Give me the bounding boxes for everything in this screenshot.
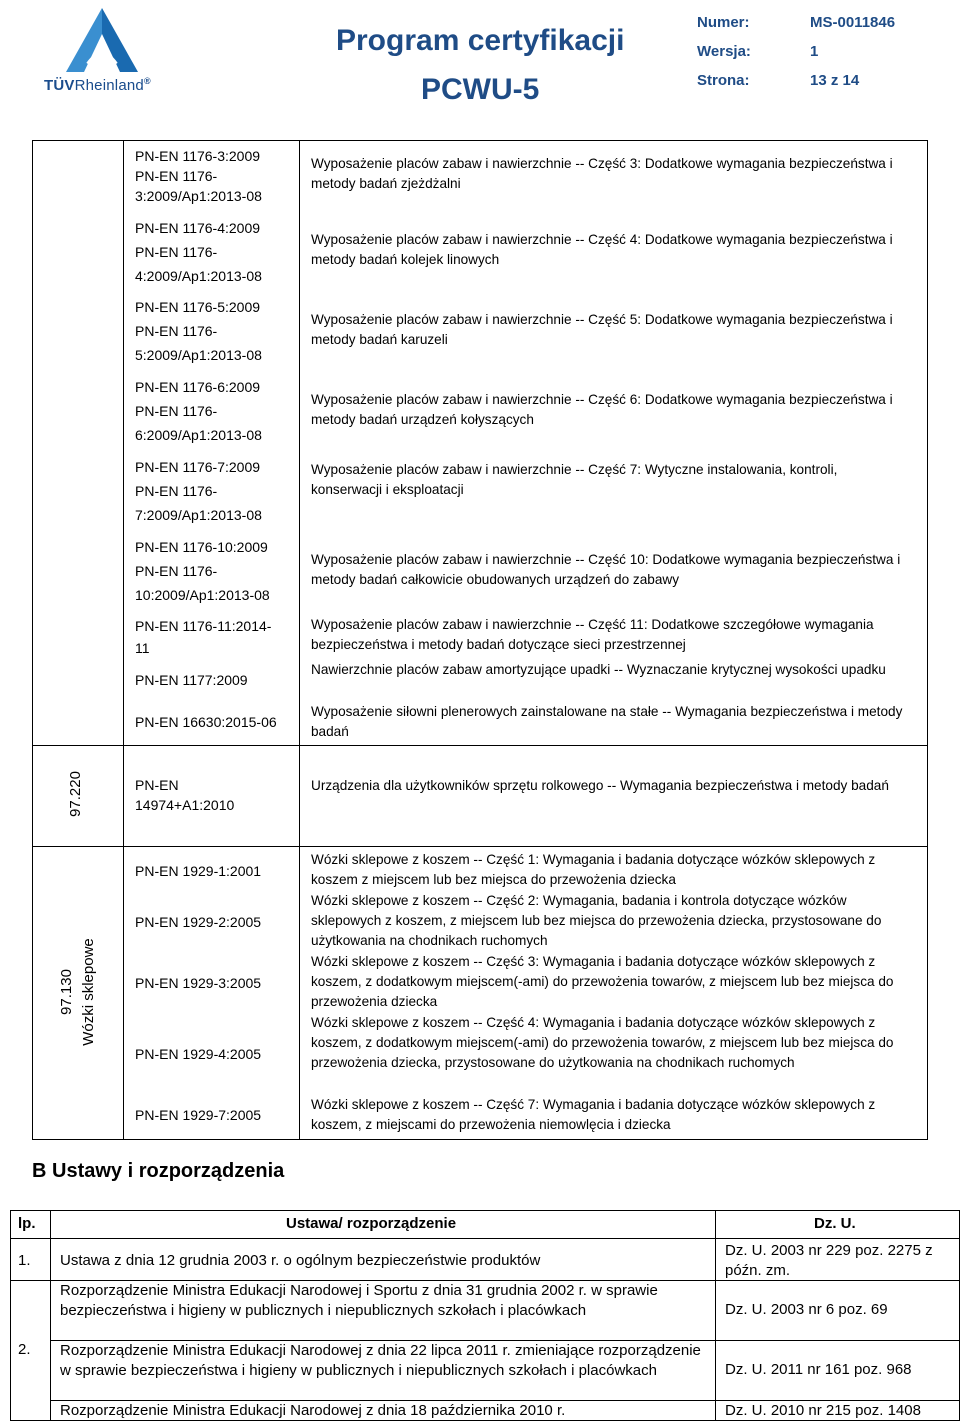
desc-1176-6: Wyposażenie placów zabaw i nawierzchnie -- Część 6: Dodatkowe wymagania bezpieczeństwa i metody badań urządzeń kołyszących — [311, 392, 893, 427]
std-1176-10: PN-EN 1176-10:2009 PN-EN 1176- 10:2009/Ap1:2013-08 — [135, 539, 270, 603]
row2-dzu: Dz. U. 2003 nr 6 poz. 69 — [725, 1301, 888, 1318]
logo-reg: ® — [143, 76, 151, 86]
std-1929-1: PN-EN 1929-1:2001 — [135, 863, 262, 879]
desc-16630: Wyposażenie siłowni plenerowych zainstalowane na stałe -- Wymagania bezpieczeństwa i metody badań — [311, 704, 903, 739]
std-1176-3: PN-EN 1176-3:2009 PN-EN 1176- 3:2009/Ap1:2013-08 — [135, 148, 262, 204]
row4-text: Rozporządzenie Ministra Edukacji Narodowej z dnia 18 października 2010 r. — [60, 1402, 566, 1419]
col-dzu: Dz. U. — [814, 1215, 856, 1232]
logo-text-bold: TÜV — [44, 77, 75, 94]
std-16630: PN-EN 16630:2015-06 — [135, 714, 277, 730]
desc-1929-1: Wózki sklepowe z koszem -- Część 1: Wymagania i badania dotyczące wózków sklepowych z koszem z miejscem lub bez miejsca do przewożenia dziecka — [311, 852, 876, 887]
group-code-97130: 97.130 Wózki sklepowe — [58, 938, 97, 1046]
desc-14974: Urządzenia dla użytkowników sprzętu rolkowego -- Wymagania bezpieczeństwa i metody badań — [311, 778, 889, 793]
desc-1176-10: Wyposażenie placów zabaw i nawierzchnie -- Część 10: Dodatkowe wymagania bezpieczeństwa i metody badań całkowicie obudowanych urządzeń do zabawy — [311, 552, 901, 587]
std-14974: PN-EN 14974+A1:2010 — [135, 777, 235, 813]
std-1929-3: PN-EN 1929-3:2005 — [135, 975, 262, 991]
desc-1176-7: Wyposażenie placów zabaw i nawierzchnie -- Część 7: Wytyczne instalowania, kontroli, konserwacji i eksploatacji — [311, 462, 838, 497]
col-ustawa: Ustawa/ rozporządzenie — [286, 1215, 457, 1232]
page-title: Program certyfikacji — [336, 24, 625, 57]
desc-1929-3: Wózki sklepowe z koszem -- Część 3: Wymagania i badania dotyczące wózków sklepowych z koszem, z dodatkowym miejscem(-ami) do przewożenia towarów, z miejscem lub bez miejsca do przewożenia dziecka — [311, 954, 894, 1009]
desc-1176-4: Wyposażenie placów zabaw i nawierzchnie -- Część 4: Dodatkowe wymagania bezpieczeństwa i metody badań kolejek linowych — [311, 232, 893, 267]
program-code: PCWU-5 — [421, 73, 540, 106]
std-1929-2: PN-EN 1929-2:2005 — [135, 914, 262, 930]
row1-text: Ustawa z dnia 12 grudnia 2003 r. o ogólnym bezpieczeństwie produktów — [60, 1252, 541, 1269]
desc-1176-5: Wyposażenie placów zabaw i nawierzchnie -- Część 5: Dodatkowe wymagania bezpieczeństwa i metody badań karuzeli — [311, 312, 893, 347]
strona-value: 13 z 14 — [810, 72, 860, 89]
logo-text-rest: Rheinland — [74, 77, 144, 94]
row4-dzu: Dz. U. 2010 nr 215 poz. 1408 — [725, 1402, 921, 1419]
desc-1929-2: Wózki sklepowe z koszem -- Część 2: Wymagania, badania i kontrola dotyczące wózków sklepowych z koszem, z miejscem lub bez miejsca do przewożenia dziecka, przystosowane do użytkowania na chodnikach ruchomych — [311, 893, 882, 948]
std-1929-4: PN-EN 1929-4:2005 — [135, 1046, 262, 1062]
row1-dzu: Dz. U. 2003 nr 229 poz. 2275 z późn. zm. — [725, 1242, 933, 1279]
numer-label: Numer: — [697, 14, 750, 31]
group-code-97220: 97.220 — [67, 771, 84, 817]
std-1929-7: PN-EN 1929-7:2005 — [135, 1107, 262, 1123]
row3-dzu: Dz. U. 2011 nr 161 poz. 968 — [725, 1361, 912, 1378]
row1-lp: 1. — [18, 1252, 31, 1269]
desc-1929-7: Wózki sklepowe z koszem -- Część 7: Wymagania i badania dotyczące wózków sklepowych z koszem, z miejscami do przewożenia niemowlęcia i dziecka — [311, 1097, 876, 1132]
wersja-label: Wersja: — [697, 43, 751, 60]
desc-1176-3: Wyposażenie placów zabaw i nawierzchnie -- Część 3: Dodatkowe wymagania bezpieczeństwa i metody badań zjeżdżalni — [311, 156, 893, 191]
std-1176-5: PN-EN 1176-5:2009 PN-EN 1176- 5:2009/Ap1:2013-08 — [135, 299, 262, 363]
row2-text: Rozporządzenie Ministra Edukacji Narodowej i Sportu z dnia 31 grudnia 2002 r. w sprawie bezpieczeństwa i higieny w publicznych i niepublicznych szkołach i placówkach — [60, 1282, 658, 1319]
col-lp: lp. — [18, 1215, 36, 1232]
row2-lp: 2. — [18, 1341, 31, 1358]
std-1176-6: PN-EN 1176-6:2009 PN-EN 1176- 6:2009/Ap1:2013-08 — [135, 379, 262, 443]
wersja-value: 1 — [810, 43, 819, 60]
numer-value: MS-0011846 — [810, 14, 896, 31]
std-1176-4: PN-EN 1176-4:2009 PN-EN 1176- 4:2009/Ap1:2013-08 — [135, 220, 262, 284]
strona-label: Strona: — [697, 72, 750, 89]
desc-1177: Nawierzchnie placów zabaw amortyzujące upadki -- Wyznaczanie krytycznej wysokości upadku — [311, 662, 886, 677]
std-1176-11: PN-EN 1176-11:2014- 11 — [135, 618, 272, 656]
row3-text: Rozporządzenie Ministra Edukacji Narodowej z dnia 22 lipca 2011 r. zmieniające rozporządzenie w sprawie bezpieczeństwa i higieny w publicznych i niepublicznych szkołach i placówkach — [60, 1342, 701, 1379]
std-1177: PN-EN 1177:2009 — [135, 672, 248, 688]
desc-1929-4: Wózki sklepowe z koszem -- Część 4: Wymagania i badania dotyczące wózków sklepowych z koszem, z dodatkowym miejscem(-ami) do przewożenia towarów, z miejscem lub bez miejsca do przewożenia dziecka, przystosowane do użytkowania na chodnikach ruchomych — [311, 1015, 894, 1070]
section-b-title: B Ustawy i rozporządzenia — [32, 1160, 285, 1182]
desc-1176-11: Wyposażenie placów zabaw i nawierzchnie -- Część 11: Dodatkowe szczegółowe wymagania bezpieczeństwa i metody badań dotyczące sieci przestrzennej — [311, 617, 874, 652]
logo-text — [44, 76, 151, 94]
std-1176-7: PN-EN 1176-7:2009 PN-EN 1176- 7:2009/Ap1:2013-08 — [135, 459, 262, 523]
